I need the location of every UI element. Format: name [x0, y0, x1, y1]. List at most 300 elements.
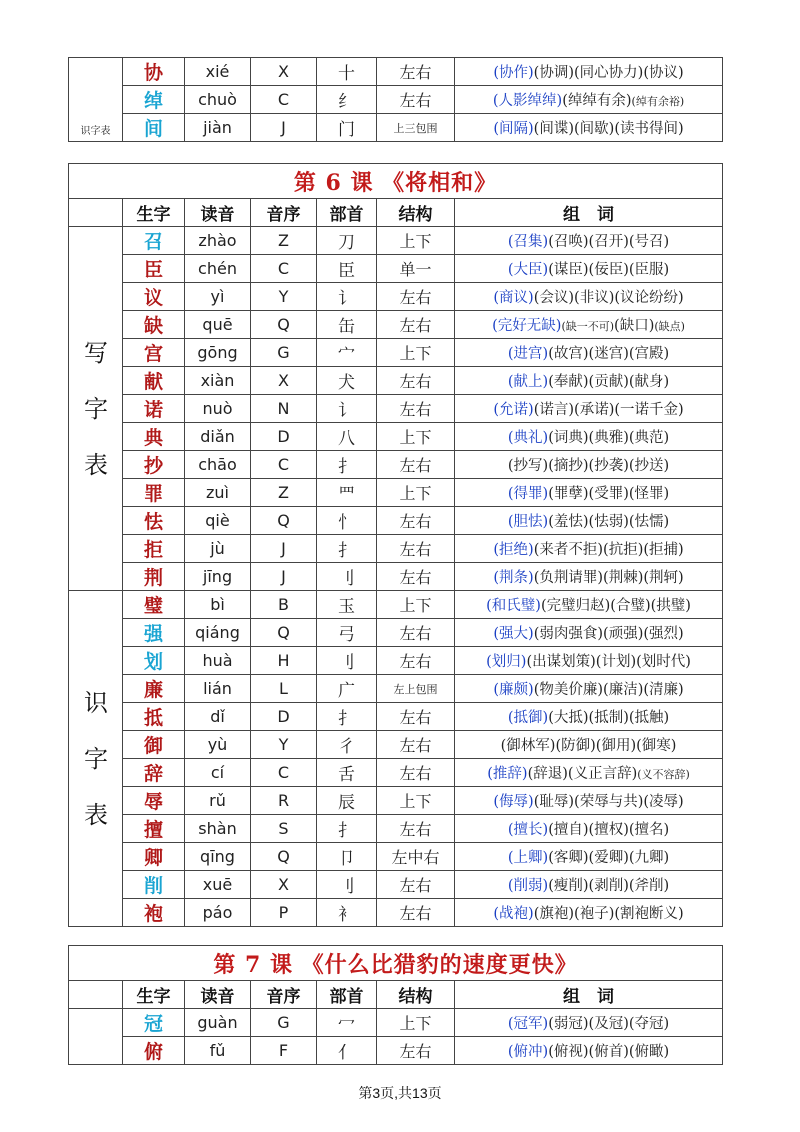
word-item: (爱卿) — [588, 850, 629, 866]
words-cell — [455, 647, 723, 675]
pinyin-cell: dǐ — [185, 703, 251, 731]
structure-cell: 上下 — [377, 227, 455, 255]
word-item: (割袍断义) — [614, 906, 684, 922]
word-item: (间谍) — [533, 121, 574, 137]
index-letter-cell: X — [251, 871, 317, 899]
character-cell: 俯 — [123, 1037, 185, 1065]
index-letter-cell: S — [251, 815, 317, 843]
word-item: (清廉) — [643, 682, 684, 698]
radical-cell: 冖 — [317, 1009, 377, 1037]
word-item: (战袍) — [493, 906, 534, 922]
word-item: (抵触) — [628, 710, 670, 726]
pinyin-cell: xuē — [185, 871, 251, 899]
word-item: (瘦削) — [548, 878, 589, 894]
index-letter-cell: C — [251, 255, 317, 283]
word-item: (协作) — [493, 65, 534, 81]
words-cell — [455, 86, 723, 114]
words-cell — [455, 675, 723, 703]
character-cell: 诺 — [123, 395, 185, 423]
index-letter-cell: Y — [251, 731, 317, 759]
words-cell — [455, 395, 723, 423]
radical-cell: 卩 — [317, 843, 377, 871]
radical-cell: 门 — [317, 114, 377, 142]
word-item: (荆轲) — [643, 570, 684, 586]
word-item: (完好无缺) — [492, 318, 562, 334]
word-item: (诺言) — [533, 402, 575, 418]
table-row — [69, 815, 723, 843]
radical-cell: 刂 — [317, 647, 377, 675]
pinyin-cell: bì — [185, 591, 251, 619]
table-row — [69, 899, 723, 927]
word-item: (御寒) — [636, 738, 677, 754]
word-item: (人影绰绰) — [492, 93, 563, 109]
word-item: (受罪) — [588, 486, 629, 502]
word-item: (划时代) — [636, 654, 691, 670]
words-cell — [455, 815, 723, 843]
words-cell — [455, 619, 723, 647]
header-radical: 部首 — [317, 199, 377, 227]
pinyin-cell: rǔ — [185, 787, 251, 815]
words-cell — [455, 591, 723, 619]
word-item: (客卿) — [548, 850, 589, 866]
words-cell — [455, 114, 723, 142]
pinyin-cell: lián — [185, 675, 251, 703]
word-item: (怯懦) — [628, 514, 670, 530]
word-item: (臣服) — [628, 262, 670, 278]
word-item: (负荆请罪) — [533, 570, 604, 586]
pinyin-cell: guàn — [185, 1009, 251, 1037]
lesson7-table — [68, 945, 723, 1065]
structure-cell: 左右 — [377, 58, 455, 86]
index-letter-cell: N — [251, 395, 317, 423]
structure-cell: 左右 — [377, 395, 455, 423]
structure-cell: 左右 — [377, 871, 455, 899]
word-item: (抗拒) — [603, 542, 644, 558]
header-pinyin: 读音 — [185, 981, 251, 1009]
word-item: (摘抄) — [548, 458, 589, 474]
words-cell — [455, 563, 723, 591]
word-item: (耻辱) — [533, 794, 575, 810]
character-cell: 抄 — [123, 451, 185, 479]
word-item: (故宫) — [548, 346, 589, 362]
word-item: (出谋划策) — [526, 654, 596, 670]
header-index: 音序 — [251, 981, 317, 1009]
word-item: (议论纷纷) — [614, 290, 684, 306]
character-cell: 典 — [123, 423, 185, 451]
word-item: (及冠) — [588, 1016, 629, 1032]
word-item: (旗袍) — [533, 906, 575, 922]
radical-cell: 十 — [317, 58, 377, 86]
word-item: (推辞) — [487, 766, 528, 782]
index-letter-cell: D — [251, 423, 317, 451]
structure-cell: 左上包围 — [377, 675, 455, 703]
structure-cell: 左右 — [377, 451, 455, 479]
structure-cell: 左右 — [377, 619, 455, 647]
character-cell: 冠 — [123, 1009, 185, 1037]
header-row — [69, 981, 723, 1009]
table-row — [69, 86, 723, 114]
pinyin-cell: diǎn — [185, 423, 251, 451]
word-item: (义正言辞) — [567, 766, 638, 782]
radical-cell: 犬 — [317, 367, 377, 395]
radical-cell: 扌 — [317, 815, 377, 843]
word-item: (同心协力) — [574, 65, 644, 81]
index-letter-cell: L — [251, 675, 317, 703]
character-cell: 协 — [123, 58, 185, 86]
index-letter-cell: R — [251, 787, 317, 815]
word-item: (怪罪) — [628, 486, 670, 502]
radical-cell: 刂 — [317, 563, 377, 591]
word-item: (抵制) — [588, 710, 629, 726]
category-label: 识字表 — [69, 58, 123, 142]
words-cell — [455, 423, 723, 451]
table-row — [69, 563, 723, 591]
header-char: 生字 — [123, 981, 185, 1009]
word-item: (上卿) — [507, 850, 549, 866]
word-item: (协调) — [533, 65, 574, 81]
structure-cell: 上下 — [377, 787, 455, 815]
index-letter-cell: X — [251, 58, 317, 86]
word-item: (大抵) — [548, 710, 589, 726]
table-row — [69, 871, 723, 899]
table-row — [69, 227, 723, 255]
word-item: (抵御) — [507, 710, 549, 726]
word-item: (绰绰有余) — [562, 93, 632, 109]
radical-cell: 扌 — [317, 451, 377, 479]
table-row — [69, 255, 723, 283]
word-item: (号召) — [628, 234, 670, 250]
pinyin-cell: shàn — [185, 815, 251, 843]
radical-cell: 广 — [317, 675, 377, 703]
word-item: (佞臣) — [588, 262, 629, 278]
word-item: (强烈) — [643, 626, 684, 642]
word-item: (得罪) — [507, 486, 549, 502]
radical-cell: 宀 — [317, 339, 377, 367]
word-item: (义不容辞) — [637, 768, 690, 781]
header-blank — [69, 981, 123, 1009]
word-item: (献身) — [628, 374, 670, 390]
word-item: (物美价廉) — [533, 682, 604, 698]
index-letter-cell: Z — [251, 227, 317, 255]
character-cell: 廉 — [123, 675, 185, 703]
table-row — [69, 1037, 723, 1065]
word-item: (会议) — [533, 290, 575, 306]
table-row — [69, 647, 723, 675]
header-words: 组 词 — [455, 981, 723, 1009]
table-row — [69, 675, 723, 703]
structure-cell: 左右 — [377, 86, 455, 114]
table-row — [69, 619, 723, 647]
word-item: (完璧归赵) — [540, 598, 611, 614]
character-cell: 辞 — [123, 759, 185, 787]
character-cell: 罪 — [123, 479, 185, 507]
table-row — [69, 703, 723, 731]
word-item: (抄送) — [628, 458, 670, 474]
word-item: (一诺千金) — [614, 402, 684, 418]
word-item: (胆怯) — [507, 514, 549, 530]
radical-cell: 八 — [317, 423, 377, 451]
index-letter-cell: X — [251, 367, 317, 395]
word-item: (剥削) — [588, 878, 629, 894]
table-row — [69, 1009, 723, 1037]
word-item: (召集) — [507, 234, 549, 250]
structure-cell: 左右 — [377, 535, 455, 563]
structure-cell: 左右 — [377, 1037, 455, 1065]
pinyin-cell: chuò — [185, 86, 251, 114]
character-cell: 献 — [123, 367, 185, 395]
structure-cell: 单一 — [377, 255, 455, 283]
word-item: (荆棘) — [603, 570, 644, 586]
word-item: (羞怯) — [548, 514, 589, 530]
word-item: (弱冠) — [548, 1016, 589, 1032]
character-cell: 卿 — [123, 843, 185, 871]
word-item: (和氏璧) — [486, 598, 541, 614]
lesson-title-row — [69, 946, 723, 981]
index-letter-cell: Q — [251, 843, 317, 871]
index-letter-cell: Y — [251, 283, 317, 311]
structure-cell: 左右 — [377, 731, 455, 759]
lesson7-title: 第 7 课 《什么比猎豹的速度更快》 — [69, 946, 723, 981]
index-letter-cell: J — [251, 535, 317, 563]
index-letter-cell: P — [251, 899, 317, 927]
words-cell — [455, 311, 723, 339]
words-cell — [455, 367, 723, 395]
pinyin-cell: jīng — [185, 563, 251, 591]
table-row — [69, 479, 723, 507]
word-item: (御用) — [595, 738, 637, 754]
word-item: (俯瞰) — [628, 1044, 670, 1060]
structure-cell: 上下 — [377, 1009, 455, 1037]
structure-cell: 左右 — [377, 311, 455, 339]
table-row — [69, 451, 723, 479]
radical-cell: 弓 — [317, 619, 377, 647]
table-row — [69, 591, 723, 619]
words-cell — [455, 58, 723, 86]
word-item: (召开) — [588, 234, 629, 250]
word-item: (奉献) — [548, 374, 589, 390]
structure-cell: 左右 — [377, 647, 455, 675]
lesson-title-row — [69, 164, 723, 199]
character-cell: 怯 — [123, 507, 185, 535]
category-blank — [69, 1009, 123, 1065]
index-letter-cell: C — [251, 86, 317, 114]
radical-cell: 亻 — [317, 1037, 377, 1065]
index-letter-cell: C — [251, 451, 317, 479]
table-row — [69, 367, 723, 395]
words-cell — [455, 479, 723, 507]
word-item: (典礼) — [507, 430, 549, 446]
word-item: (凌辱) — [643, 794, 684, 810]
pinyin-cell: zhào — [185, 227, 251, 255]
word-item: (协议) — [643, 65, 684, 81]
word-item: (大臣) — [507, 262, 549, 278]
index-letter-cell: Q — [251, 619, 317, 647]
words-cell — [455, 1009, 723, 1037]
header-blank — [69, 199, 123, 227]
character-cell: 间 — [123, 114, 185, 142]
words-cell — [455, 787, 723, 815]
word-item: (商议) — [493, 290, 534, 306]
pinyin-cell: nuò — [185, 395, 251, 423]
character-cell: 抵 — [123, 703, 185, 731]
word-item: (削弱) — [507, 878, 549, 894]
pinyin-cell: cí — [185, 759, 251, 787]
word-item: (迷宫) — [588, 346, 629, 362]
words-cell — [455, 899, 723, 927]
character-cell: 御 — [123, 731, 185, 759]
pinyin-cell: xié — [185, 58, 251, 86]
character-cell: 强 — [123, 619, 185, 647]
word-item: (擅长) — [507, 822, 549, 838]
words-cell — [455, 703, 723, 731]
words-cell — [455, 255, 723, 283]
word-item: (缺一不可) — [561, 320, 615, 333]
pinyin-cell: yù — [185, 731, 251, 759]
word-item: (抄袭) — [588, 458, 629, 474]
table-row — [69, 843, 723, 871]
word-item: (擅自) — [548, 822, 589, 838]
character-cell: 削 — [123, 871, 185, 899]
word-item: (计划) — [595, 654, 637, 670]
index-letter-cell: J — [251, 563, 317, 591]
word-item: (缺点) — [654, 320, 685, 333]
index-letter-cell: F — [251, 1037, 317, 1065]
words-cell — [455, 227, 723, 255]
word-item: (弱肉强食) — [533, 626, 604, 642]
pinyin-cell: huà — [185, 647, 251, 675]
word-item: (缺口) — [614, 318, 655, 334]
word-item: (罪孽) — [548, 486, 589, 502]
radical-cell: 罒 — [317, 479, 377, 507]
word-item: (进宫) — [507, 346, 549, 362]
word-item: (划归) — [486, 654, 527, 670]
character-cell: 辱 — [123, 787, 185, 815]
character-cell: 荆 — [123, 563, 185, 591]
words-cell — [455, 1037, 723, 1065]
word-item: (强大) — [493, 626, 534, 642]
word-item: (典雅) — [588, 430, 629, 446]
words-cell — [455, 283, 723, 311]
pinyin-cell: fǔ — [185, 1037, 251, 1065]
pinyin-cell: jiàn — [185, 114, 251, 142]
radical-cell: 玉 — [317, 591, 377, 619]
character-cell: 召 — [123, 227, 185, 255]
word-item: (廉颇) — [493, 682, 534, 698]
index-letter-cell: B — [251, 591, 317, 619]
table-row — [69, 423, 723, 451]
words-cell — [455, 871, 723, 899]
index-letter-cell: C — [251, 759, 317, 787]
words-cell — [455, 843, 723, 871]
radical-cell: 扌 — [317, 535, 377, 563]
word-item: (谋臣) — [548, 262, 589, 278]
lesson6-table — [68, 163, 723, 927]
word-item: (冠军) — [507, 1016, 549, 1032]
word-item: (夺冠) — [628, 1016, 670, 1032]
word-item: (侮辱) — [493, 794, 534, 810]
word-item: (擅名) — [628, 822, 670, 838]
word-item: (宫殿) — [628, 346, 670, 362]
header-structure: 结构 — [377, 199, 455, 227]
words-cell — [455, 451, 723, 479]
pinyin-cell: gōng — [185, 339, 251, 367]
character-cell: 缺 — [123, 311, 185, 339]
word-item: (俯首) — [588, 1044, 629, 1060]
structure-cell: 上三包围 — [377, 114, 455, 142]
character-cell: 擅 — [123, 815, 185, 843]
word-item: (合璧) — [610, 598, 651, 614]
radical-cell: 忄 — [317, 507, 377, 535]
index-letter-cell: D — [251, 703, 317, 731]
pinyin-cell: qiè — [185, 507, 251, 535]
header-structure: 结构 — [377, 981, 455, 1009]
radical-cell: 扌 — [317, 703, 377, 731]
word-item: (读书得间) — [614, 121, 684, 137]
words-cell — [455, 535, 723, 563]
pinyin-cell: chén — [185, 255, 251, 283]
index-letter-cell: G — [251, 1009, 317, 1037]
lesson6-title: 第 6 课 《将相和》 — [69, 164, 723, 199]
word-item: (拒捕) — [643, 542, 684, 558]
pinyin-cell: chāo — [185, 451, 251, 479]
character-cell: 议 — [123, 283, 185, 311]
word-item: (御林军) — [500, 738, 556, 754]
words-cell — [455, 507, 723, 535]
radical-cell: 讠 — [317, 395, 377, 423]
word-item: (贡献) — [588, 374, 629, 390]
header-words: 组 词 — [455, 199, 723, 227]
character-cell: 袍 — [123, 899, 185, 927]
word-item: (绰有余裕) — [631, 95, 685, 108]
word-item: (斧削) — [628, 878, 670, 894]
word-item: (荣辱与共) — [574, 794, 644, 810]
radical-cell: 辰 — [317, 787, 377, 815]
table-row — [69, 395, 723, 423]
structure-cell: 左右 — [377, 283, 455, 311]
table-row — [69, 114, 723, 142]
header-index: 音序 — [251, 199, 317, 227]
structure-cell: 上下 — [377, 591, 455, 619]
radical-cell: 衤 — [317, 899, 377, 927]
word-item: (廉洁) — [603, 682, 644, 698]
pinyin-cell: xiàn — [185, 367, 251, 395]
index-letter-cell: Q — [251, 507, 317, 535]
vocab-table-continued — [68, 57, 723, 142]
word-item: (非议) — [574, 290, 615, 306]
structure-cell: 左右 — [377, 703, 455, 731]
character-cell: 绰 — [123, 86, 185, 114]
word-item: (擅权) — [588, 822, 629, 838]
character-cell: 拒 — [123, 535, 185, 563]
radical-cell: 讠 — [317, 283, 377, 311]
table-row — [69, 283, 723, 311]
word-item: (拒绝) — [493, 542, 534, 558]
header-row — [69, 199, 723, 227]
structure-cell: 上下 — [377, 339, 455, 367]
words-cell — [455, 731, 723, 759]
word-item: (袍子) — [574, 906, 615, 922]
structure-cell: 左右 — [377, 367, 455, 395]
radical-cell: 刀 — [317, 227, 377, 255]
pinyin-cell: qīng — [185, 843, 251, 871]
word-item: (承诺) — [574, 402, 615, 418]
radical-cell: 缶 — [317, 311, 377, 339]
index-letter-cell: G — [251, 339, 317, 367]
character-cell: 臣 — [123, 255, 185, 283]
word-item: (间歇) — [574, 121, 615, 137]
word-item: (顽强) — [603, 626, 644, 642]
pinyin-cell: jù — [185, 535, 251, 563]
